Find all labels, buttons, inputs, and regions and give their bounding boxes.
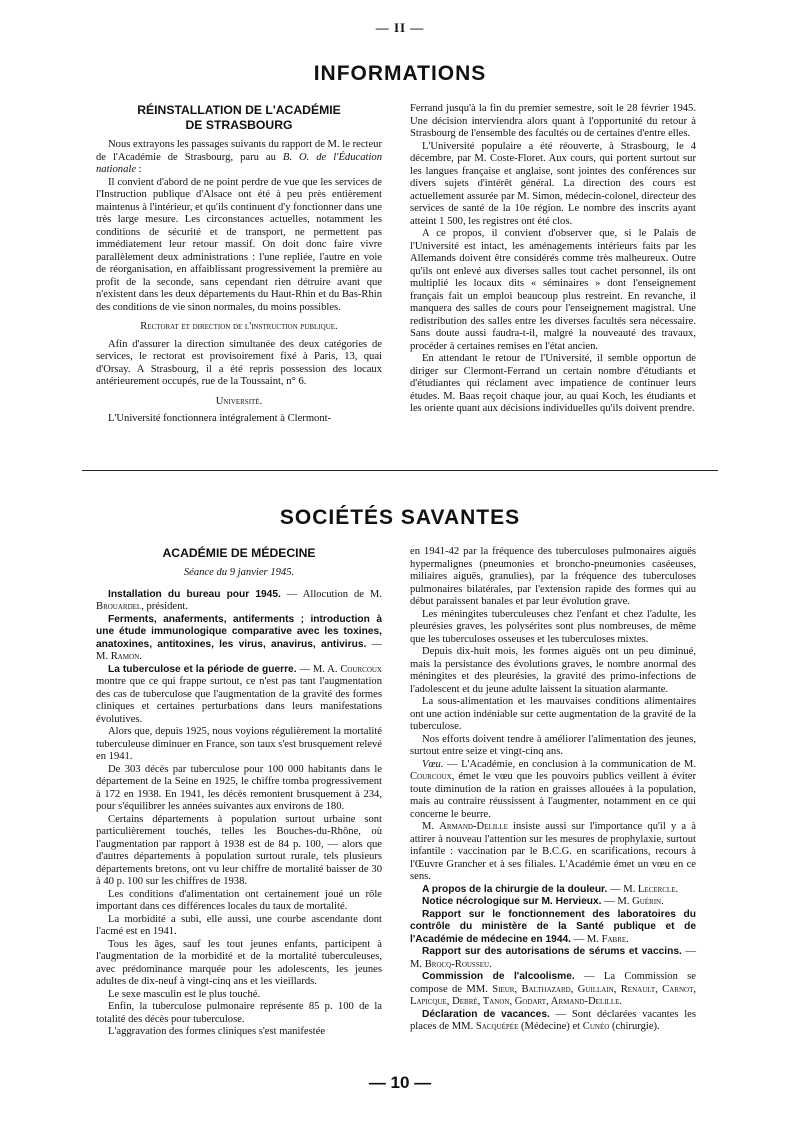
tuberculose-paragraph: Le sexe masculin est le plus touché. xyxy=(108,988,261,1000)
attente-paragraph: En attendant le retour de l'Université, il semble opportun de diriger sur Clermont-Ferrand un certain nombre d'étudiants et d'étudiantes qui réclament avec impatience de continuer leurs études. M. Baas reçoit chaque jour, au quai Koch, les étudiants et les oriente quant aux décisions individuelles qu'ils doivent prendre. xyxy=(410,353,696,414)
communication-item: Commission de l'alcoolisme. — La Commission se compose de MM. Sieur, Balthazard, Guillain, Renault, Carnot, Lapicque, Debré, Tanon, Godart, Armand-Delille. xyxy=(410,971,696,1007)
tuberculose-paragraph: La sous-alimentation et les mauvaises conditions alimentaires ont une action indéniable sur cette augmentation de la gravité de la tuberculose. xyxy=(410,696,696,732)
voeu-paragraph: Vœu. — L'Académie, en conclusion à la communication de M. Courcoux, émet le vœu que les pouvoirs publics veillent à éviter toute diminution de la ration en graisses allouées à la population, mais au contraire réussissent à l'augmenter, notamment en ce qui concerne le beurre. xyxy=(410,758,696,820)
ferments-item: Ferments, anaferments, antiferments ; introduction à une étude immunologique comparative avec les toxines, anatoxines, antitoxines, les virus, anavirus, antivirus. — M. Ramon. xyxy=(96,613,382,662)
armand-delille-paragraph: M. Armand-Delille insiste aussi sur l'importance qu'il y a à attirer à nouveau l'attention sur les mesures de prophylaxie, surtout infantile : vaccination par le B.C.G. en scarifications, recours à l'Œuvre Grancher et à ses filiales. L'Académie émet un vœu en ce sens. xyxy=(410,821,697,882)
communication-item: Déclaration de vacances. — Sont déclarées vacantes les places de MM. Sacquépée (Médecine) et Cunéo (chirurgie). xyxy=(410,1008,697,1032)
tuberculose-paragraph: Tous les âges, sauf les tout jeunes enfants, participent à l'augmentation de la morbidité et de la mortalité tuberculeuses, avec prédominance marquée pour les adolescents, les jeunes adultes de dix-neuf à vingt-cinq ans et les vieillards. xyxy=(96,938,382,987)
universite-paragraph-start: L'Université fonctionnera intégralement à Clermont- xyxy=(108,413,332,424)
section-divider xyxy=(82,470,718,471)
tuberculose-paragraph: Depuis dix-huit mois, les formes aiguës ont un peu diminué, mais la persistance des évolutions graves, le nombre anormal des méningites et des pleurésies, la gravité des primo-infections de l'adolescent et du jeune adulte laissent la situation alarmante. xyxy=(410,646,696,695)
informations-right-column xyxy=(410,103,696,416)
tuberculose-paragraph: Les méningites tuberculeuses chez l'enfant et chez l'adulte, les pleurésies graves, les polysérites sont plus nombreuses, de même que les tuberculoses osseuses et les tuberculoses mixtes. xyxy=(410,608,696,645)
universite-paragraph-cont: Ferrand jusqu'à la fin du premier semestre, soit le 28 février 1945. Une décision interviendra alors quant à l'opportunité du retour à Strasbourg de l'ensemble des facultés ou de certaines d'entre elles. xyxy=(410,103,696,139)
tuberculose-item: La tuberculose et la période de guerre. — M. A. Courcoux montre que ce qui frappe surtout, ce n'est pas tant l'augmentation des cas de tuberculose que l'augmentation de la gravité des formes cliniques et certaines perturbations dans leurs manifestations évolutives. xyxy=(96,663,382,725)
societes-right-column xyxy=(410,546,696,1034)
tuberculose-paragraph: Nos efforts doivent tendre à améliorer l'alimentation des jeunes, surtout entre seize et vingt-cinq ans. xyxy=(410,733,696,757)
tuberculose-paragraph: Certains départements à population surtout urbaine sont particulièrement touchés, telles les Bouches-du-Rhône, où l'augmentation par rapport à 1938 est de 84 p. 100, — alors que d'autres départements à population surtout rurale, tels plusieurs départements bretons, ont vu leur chiffre de mortalité baisser de 30 à 40 p. 100 sur les chiffres de 1938. xyxy=(96,813,382,887)
tuberculose-paragraph: La morbidité a subi, elle aussi, une courbe ascendante dont l'acmé est en 1941. xyxy=(96,913,382,937)
strasbourg-intro: Nous extrayons les passages suivants du rapport de M. le recteur de l'Académie de Strasbourg, paru au B. O. de l'Éducation nationale : xyxy=(96,139,382,175)
page-number: — 10 — xyxy=(368,1073,432,1092)
installation-bureau-item: Installation du bureau pour 1945. — Allocution de M. Brouardel, président. xyxy=(96,588,382,612)
communication-item: Rapport sur des autorisations de sérums et vaccins. — M. Brocq-Rousseu. xyxy=(410,946,696,970)
roman-page-number: — II — xyxy=(375,20,425,35)
tuberculose-paragraph: L'aggravation des formes cliniques s'est manifestée xyxy=(108,1026,326,1037)
strasbourg-article-title xyxy=(96,103,382,133)
strasbourg-title-line2: DE STRASBOURG xyxy=(185,118,293,132)
societes-savantes-heading: SOCIÉTÉS SAVANTES xyxy=(279,506,521,529)
tuberculose-paragraph-cont: en 1941-42 par la fréquence des tuberculoses pulmonaires aiguës hypermalignes (pneumonies et broncho-pneumonies caséeuses, miliaires aiguës, granulies), par la fréquence des tuberculoses pulmonaires bilatérales, par l'extension rapide des formes qui au début paraissent banales et par leur évolution grave. xyxy=(410,546,696,607)
universite-populaire-paragraph: L'Université populaire a été réouverte, à Strasbourg, le 4 décembre, par M. Coste-Floret. Aux cours, qui portent surtout sur les langues française et anglaise, sont jointes des conférences sur divers sujets d'intérêt général. La direction des cours est actuellement assurée par M. Simon, médecin-colonel, directeur des services de santé de la 10e région. Le nombre des inscrits ayant atteint 1 500, les registres ont été clos. xyxy=(410,140,696,227)
seance-date: Séance du 9 janvier 1945. xyxy=(183,567,295,578)
rectorat-subheading: Rectorat et direction de l'instruction publique. xyxy=(140,321,338,332)
strasbourg-title-line1: RÉINSTALLATION DE L'ACADÉMIE xyxy=(137,103,341,117)
tuberculose-paragraph: Enfin, la tuberculose pulmonaire représente 85 p. 100 de la totalité des décès pour tuberculose. xyxy=(96,1001,382,1025)
academie-medecine-title: ACADÉMIE DE MÉDECINE xyxy=(162,546,316,560)
informations-left-column xyxy=(96,103,382,426)
tuberculose-paragraph: Alors que, depuis 1925, nous voyions régulièrement la mortalité tuberculeuse diminuer en France, son taux s'est brusquement relevé en 1941. xyxy=(96,726,382,762)
palais-paragraph: A ce propos, il convient d'observer que, si le Palais de l'Université est intact, les aménagements intérieurs faits par les Allemands doivent être considérés comme très malheureux. Outre qu'ils ont enlevé aux diverses salles tout cachet personnel, ils ont multiplié les locaux dits « séminaires » dont l'enseignement français fait un emploi beaucoup plus restreint. En revanche, il manquera des salles de cours pour l'enseignement magistral. Une redistribution des salles entre les diverses facultés sera nécessaire. Sans doute aussi faudra-t-il, malgré la nouveauté des travaux, procéder à certaines remises en l'état ancien. xyxy=(410,228,696,352)
communication-item: Notice nécrologique sur M. Hervieux. — M. Guérin. xyxy=(422,896,664,907)
communication-item: A propos de la chirurgie de la douleur. — M. Lecercle. xyxy=(422,883,679,895)
rectorat-paragraph: Afin d'assurer la direction simultanée des deux catégories de services, le rectorat est provisoirement fixé à Paris, 13, quai d'Orsay. A Strasbourg, il a été repris possession des locaux antérieurement occupés, rue de la Toussaint, n° 6. xyxy=(96,338,382,387)
universite-subheading: Université. xyxy=(215,395,263,407)
tuberculose-paragraph: De 303 décès par tuberculose pour 100 000 habitants dans le département de la Seine en 1925, le chiffre tomba progressivement à 172 en 1938. En 1941, les décès remontent brusquement à 234, pour s'équilibrer les années suivantes aux environs de 180. xyxy=(96,763,382,812)
strasbourg-paragraph: Il convient d'abord de ne point perdre de vue que les services de l'Instruction publique d'Alsace ont été à peu près entièrement maintenus à l'intérieur, et qu'ils continuent d'y fonctionner dans une très large mesure. Les circonstances actuelles, notamment les conditions de sécurité et de transport, ne permettent pas immédiatement leur retour massif. On doit donc faire vivre parallèlement deux administrations : l'une repliée, l'autre en voie de réorganisation, en affaiblissant progressivement la première au profit de la seconde, sans cependant rien détruire avant que n'existent dans les deux départements du Haut-Rhin et du Bas-Rhin des conditions de vie sinon normales, du moins possibles. xyxy=(96,176,382,313)
societes-left-column xyxy=(96,546,382,1039)
communication-item: Rapport sur le fonctionnement des laboratoires du contrôle du ministère de la Santé publique et de l'Académie de médecine en 1944. — M. Fabre. xyxy=(410,908,696,945)
tuberculose-paragraph: Les conditions d'alimentation ont certainement joué un rôle important dans ces différences locales du taux de mortalité. xyxy=(96,888,382,912)
informations-heading: INFORMATIONS xyxy=(313,62,487,85)
